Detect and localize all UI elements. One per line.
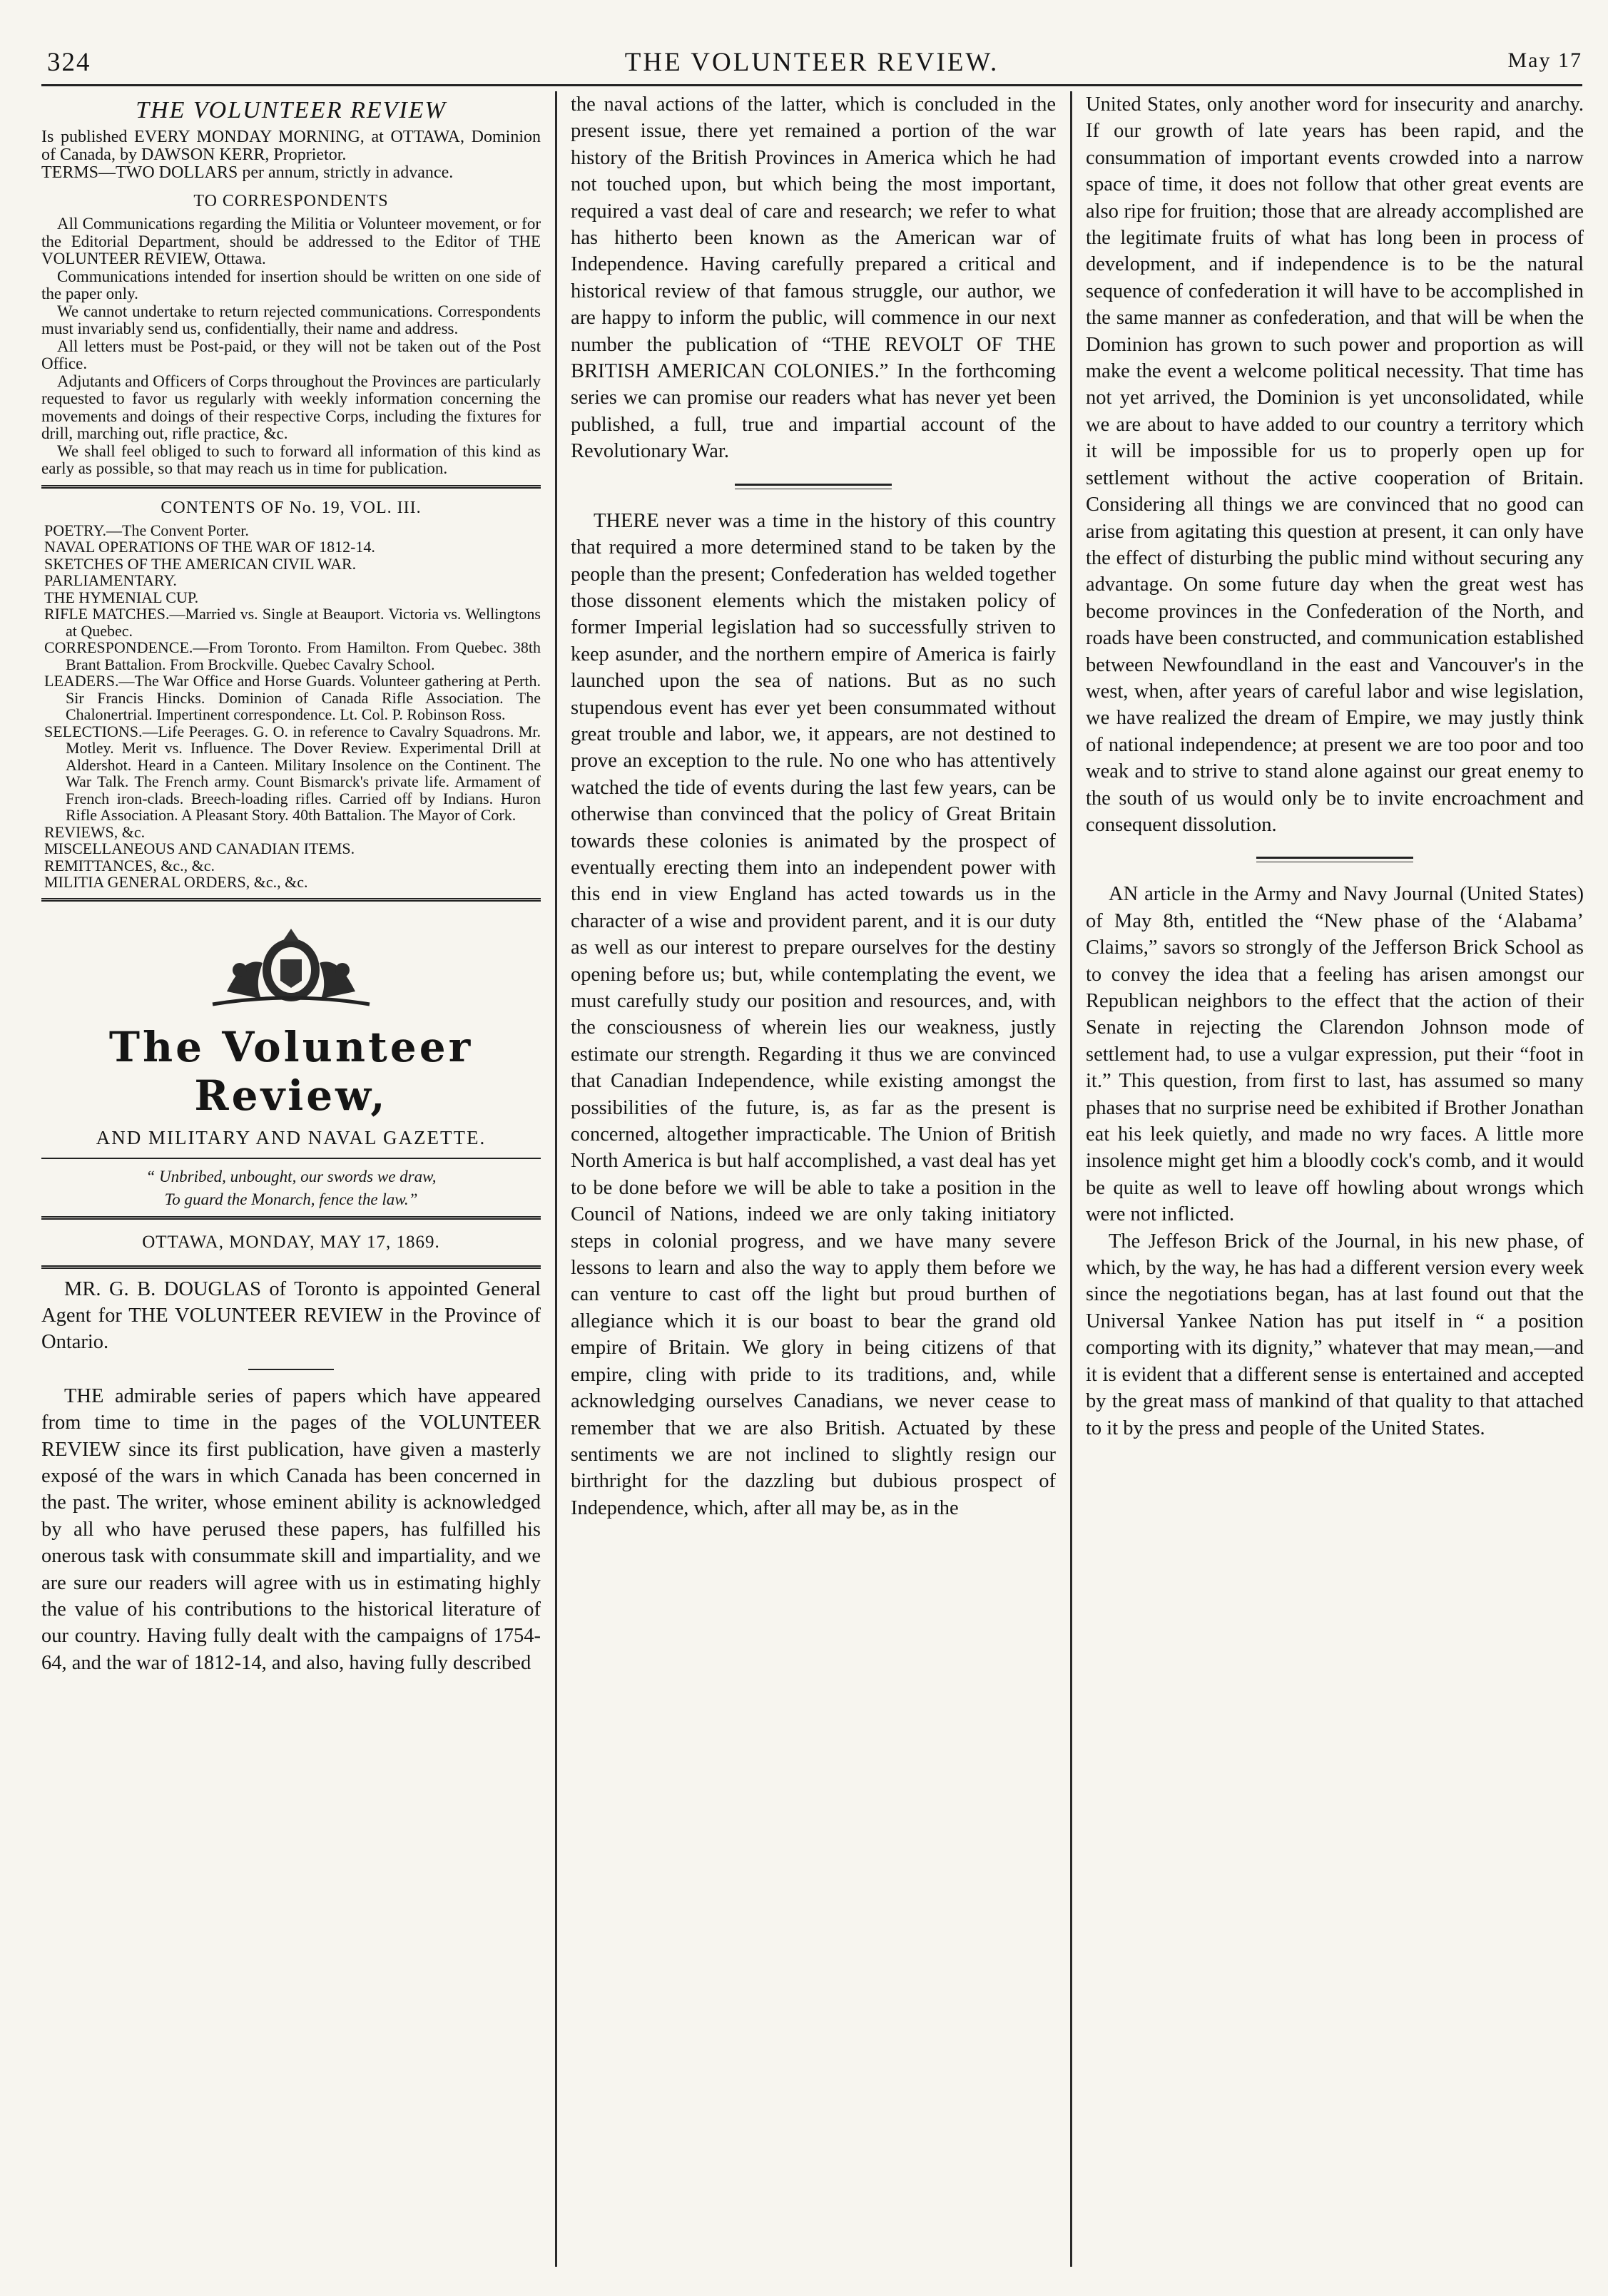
running-date: May 17 xyxy=(1507,49,1582,72)
correspondents-paragraph: We shall feel obliged to such to forward all information of this kind as early as possible, so that may reach us in time for publication. xyxy=(41,442,541,477)
page-header xyxy=(41,41,1582,86)
dateline: OTTAWA, MONDAY, MAY 17, 1869. xyxy=(142,1232,440,1252)
contents-item: SKETCHES OF THE AMERICAN CIVIL WAR. xyxy=(44,554,357,573)
correspondents-paragraph: We cannot undertake to return rejected communications. Correspondents must invariably send us, confidentially, their name and address. xyxy=(41,302,541,337)
royal-crest-icon xyxy=(184,920,398,1013)
motto-line: To guard the Monarch, fence the law.” xyxy=(164,1190,418,1208)
column-1 xyxy=(41,91,541,2260)
contents-item: THE HYMENIAL CUP. xyxy=(44,588,199,606)
contents-item: MISCELLANEOUS AND CANADIAN ITEMS. xyxy=(44,840,355,857)
masthead-subtitle: AND MILITARY AND NAVAL GAZETTE. xyxy=(96,1126,487,1148)
article-papers-part1: THE admirable series of papers which have appeared from time to time in the pages of the VOLUNTEER REVIEW since its first publication, have given a masterly exposé of the wars in which Canada has been concerned in the past. The writer, whose eminent ability is acknowledged by all who have perused these papers, has fulfilled his onerous task with consummate skill and impartiality, and we are sure our readers will agree with us in estimating highly the value of his contributions to the historical literature of our country. Having fully dealt with the campaigns of 1754-64, and the war of 1812-14, and also, having fully described xyxy=(41,1384,541,1674)
contents-item: POETRY.—The Convent Porter. xyxy=(44,521,249,539)
running-title: THE VOLUNTEER REVIEW. xyxy=(624,48,999,77)
article-papers-part2: the naval actions of the latter, which is concluded in the present issue, there yet remained a portion of the war history of the British Provinces in America which he had not touched upon, but which being the most important, required a vast deal of care and research; we refer to what has hitherto been known as the American war of Independence. Having carefully prepared a critical and historical review of that famous struggle, our author, we are happy to inform the public, will commence in our next number the publication of “THE REVOLT OF THE BRITISH AMERICAN COLONIES.” In the forthcoming series we can promise our readers what has never yet been published, a full, true and impartial account of the Revolutionary War. xyxy=(571,93,1056,463)
correspondents-paragraph: All letters must be Post-paid, or they will not be taken out of the Post Office. xyxy=(41,337,541,372)
contents-item: REVIEWS, &c. xyxy=(44,822,146,841)
section-divider xyxy=(41,1265,541,1269)
article-independence-part1: THERE never was a time in the history of this country that required a more determined stand to be taken by the people than the present; Confederation has welded together those dissonent elements which the mistaken policy of former Imperial legislation had so successfully striven to keep asunder, and the northern empire of America is fairly launched upon the sea of nations. But as no such stupendous event has ever yet been consummated without great trouble and labor, we, it appears, are not destined to prove an exception to the rule. No one who has attentively watched the tide of events during the last few years, can be otherwise than convinced that the policy of Great Britain towards these colonies is animated by the prospect of eventually erecting them into an independent power with this end in view England has acted towards us in the character of a wise and provident parent, and it is our duty as well as our interest to prepare ourselves for the destiny opening before us; but, while contemplating the event, we must carefully study our position and resources, and, with the consciousness of wherein lies our weakness, justly estimate our strength. Regarding it thus we are convinced that Canadian Independence, while existing amongst the possibilities of the future, is, as far as the present is concerned, altogether impracticable. The Union of British North America is but half accomplished, a vast deal has yet to be done before we will be able to take a position in the Council of Nations, indeed we are only taking initiatory steps in colonial progress, and we have many severe lessons to learn and also the way to apply them before we can venture to cast off the light but proud burthen of allegiance which it is our boast to bear the grand old empire of Britain. We glory in being citizens of that empire, cling with pride to its traditions, and, while acknowledging ourselves Canadians, we never cease to remember that we are also British. Actuated by these sentiments we are not inclined to slightly resign our birthright for the dazzling but dubious prospect of Independence, which, after all may be, as in the xyxy=(571,509,1056,1519)
correspondents-paragraph: Adjutants and Officers of Corps throughout the Provinces are particularly requested to favor us regularly with weekly information concerning the movements and doings of their respective Corps, including the fixtures for drill, marching out, rifle practice, &c. xyxy=(41,372,541,442)
small-masthead-title: THE VOLUNTEER REVIEW xyxy=(136,97,447,123)
publication-notice: Is published EVERY MONDAY MORNING, at OTTAWA, Dominion of Canada, by DAWSON KERR, Proprietor. xyxy=(41,128,541,164)
article-separator xyxy=(1256,857,1413,862)
article-independence-part2: United States, only another word for insecurity and anarchy. If our growth of late years has been rapid, and the consummation of important events crowded into a narrow space of time, it does not follow that other great events are also ripe for fruition; those that are already accomplished are the legitimate fruits of what has long been in process of development, and if independence is to be the natural sequence of confederation it will have to be accomplished in the same manner as confederation, and that will be when the Dominion has grown to such power and proportion as will make the event a welcome political necessity. That time has not yet arrived, the Dominion is yet unconsolidated, while we are about to have added to our country a territory which it will be impossible for us to properly open up for settlement without the active cooperation of Britain. Considering all things we are convinced that no good can arise from agitating this question at present, it can only have the effect of disturbing the public mind without securing any advantage. On some future day when the great west has become provinces in the Confederation of the North, and roads have been constructed, and communication established between Newfoundland in the east and Vancouver's in the west, when, after years of careful labor and wise legislation, we have realized the dream of Empire, we may justly think of national independence; at present we are too poor and too weak and to strive to stand alone against our great enemy to the south of us would only be to invite encroachment and consequent dissolution. xyxy=(1086,93,1584,836)
section-divider xyxy=(41,485,541,489)
agent-notice: MR. G. B. DOUGLAS of Toronto is appointed General Agent for THE VOLUNTEER REVIEW in the Province of Ontario. xyxy=(41,1277,541,1354)
column-rule xyxy=(1070,91,1072,2267)
correspondents-paragraph: Communications intended for insertion should be written on one side of the paper only. xyxy=(41,267,541,302)
column-3 xyxy=(1086,91,1584,2260)
correspondents-heading: TO CORRESPONDENTS xyxy=(193,192,389,210)
section-divider xyxy=(41,898,541,902)
correspondents-paragraph: All Communications regarding the Militia or Volunteer movement, or for the Editorial Department, should be addressed to the Editor of THE VOLUNTEER REVIEW, Ottawa. xyxy=(41,215,541,267)
contents-heading: CONTENTS OF No. 19, VOL. III. xyxy=(161,498,422,517)
section-divider xyxy=(41,1158,541,1159)
article-alabama-p2: The Jeffeson Brick of the Journal, in his new phase, of which, by the way, he has had a different version every week since the negotiations began, has at last found out that the Universal Yankee Nation has put itself in “ a position comporting with its dignity,” whatever that may mean,—and it is evident that a different sense is entertained and accepted by the great mass of mankind of that quality to that attached to it by the press and people of the United States. xyxy=(1086,1230,1584,1439)
article-separator xyxy=(248,1369,334,1370)
column-2 xyxy=(571,91,1056,2260)
article-alabama-p1: AN article in the Army and Navy Journal (United States) of May 8th, entitled the “New phase of the ‘Alabama’ Claims,” savors so strongly of the Jefferson Brick School as to convey the idea that a feeling has arisen amongst our Republican neighbors to the effect that the action of their Senate in rejecting the Clarendon Johnson mode of settlement had, to use a vulgar expression, put their “foot in it.” This question, from first to last, has assumed so many phases that no surprise need be exhibited if Brother Jonathan eat his leek quietly, and made no wry faces. A little more insolence might get him a bloodly cock's comb, and it would be quite as well to leave off howling about wrongs which were not inflicted. xyxy=(1086,883,1584,1226)
contents-item: CORRESPONDENCE.—From Toronto. From Hamilton. From Quebec. 38th Brant Battalion. From Brockville. Quebec Cavalry School. xyxy=(44,638,541,673)
section-divider xyxy=(41,1216,541,1220)
contents-item: NAVAL OPERATIONS OF THE WAR OF 1812-14. xyxy=(44,538,375,556)
page-number: 324 xyxy=(47,48,91,77)
contents-item: RIFLE MATCHES.—Married vs. Single at Beauport. Victoria vs. Wellingtons at Quebec. xyxy=(44,605,541,640)
article-separator xyxy=(735,484,892,489)
contents-item: PARLIAMENTARY. xyxy=(44,571,177,589)
masthead-title: The Volunteer Review, xyxy=(108,1022,474,1120)
contents-item: LEADERS.—The War Office and Horse Guards. Volunteer gathering at Perth. Sir Francis Hincks. Dominion of Canada Rifle Association. The Chalonertrial. Impertinent correspondence. Lt. Col. P. Robinson Ross. xyxy=(44,672,541,723)
contents-item: SELECTIONS.—Life Peerages. G. O. in reference to Cavalry Squadrons. Mr. Motley. Merit vs. Influence. The Dover Review. Experimental Drill at Aldershot. Heard in a Canteen. Military Insolence on the Continent. The War Talk. The French army. Count Bismarck's private life. Armament of French iron-clads. Breech-loading rifles. Carried off by Indians. Huron Rifle Association. A Pleasant Story. 40th Battalion. The Mayor of Cork. xyxy=(44,722,541,824)
motto-line: “ Unbribed, unbought, our swords we draw, xyxy=(146,1167,437,1185)
column-rule xyxy=(555,91,557,2267)
terms-notice: TERMS—TWO DOLLARS per annum, strictly in advance. xyxy=(41,163,454,182)
contents-item: MILITIA GENERAL ORDERS, &c., &c. xyxy=(44,873,308,891)
contents-item: REMITTANCES, &c., &c. xyxy=(44,856,215,874)
